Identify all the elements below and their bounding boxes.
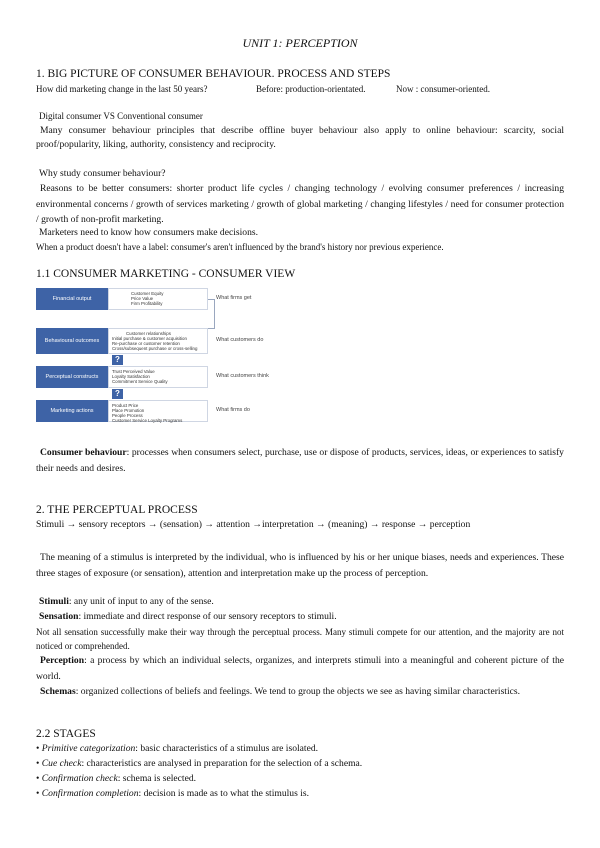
level-items: Trust Perceived Value Loyalty Satisfaction Commitment Service Quality bbox=[108, 366, 208, 388]
section-1-heading: 1. BIG PICTURE OF CONSUMER BEHAVIOUR. PROCESS AND STEPS bbox=[36, 68, 391, 80]
level-label: Marketing actions bbox=[36, 400, 108, 422]
level-note: What firms do bbox=[216, 407, 250, 413]
stimuli-definition: Stimuli: any unit of input to any of the sense. bbox=[39, 596, 214, 607]
sensation-definition: Sensation: immediate and direct response of our sensory receptors to stimuli. bbox=[39, 611, 337, 622]
section-2-heading: 2. THE PERCEPTUAL PROCESS bbox=[36, 504, 198, 516]
diagram-level-financial bbox=[36, 288, 282, 310]
level-note: What customers do bbox=[216, 337, 264, 343]
stage-item: • Primitive categorization: basic characteristics of a stimulus are isolated. bbox=[36, 743, 319, 754]
term: Sensation bbox=[39, 611, 79, 622]
level-label: Perceptual constructs bbox=[36, 366, 108, 388]
diagram-level-perceptual bbox=[36, 366, 282, 388]
question-mark-icon: ? bbox=[112, 355, 123, 365]
reasons-paragraph: Reasons to be better consumers: shorter product life cycles / changing technology / evolving consumer preferences / increasing environmental concerns / growth of services marketing / growth of global marketing / changing lifestyles / need for consumer protection / growth of non-profit marketing. bbox=[36, 183, 564, 225]
stage-item: • Cue check: characteristics are analysed in preparation for the selection of a schema. bbox=[36, 758, 363, 769]
term: Stimuli bbox=[39, 596, 69, 607]
level-items: Customer relationships Initial purchase & customer acquisition Re-purchase or customer retention Cross/subsequent purchase or cross-selling bbox=[108, 328, 208, 354]
question-mark-icon: ? bbox=[112, 389, 123, 399]
digital-vs-conventional: Digital consumer VS Conventional consumer bbox=[39, 111, 203, 121]
diagram-connector bbox=[208, 299, 215, 329]
level-note: What customers think bbox=[216, 373, 269, 379]
diagram-level-behavioural bbox=[36, 328, 282, 354]
level-items: Customer Equity Price Value Firm Profitability bbox=[108, 288, 208, 310]
term: Schemas bbox=[40, 686, 76, 697]
section-2-2-heading: 2.2 STAGES bbox=[36, 728, 96, 740]
stage-item: • Confirmation completion: decision is made as to what the stimulus is. bbox=[36, 788, 310, 799]
marketers-line: Marketers need to know how consumers make decisions. bbox=[39, 227, 259, 238]
marketing-change-question: How did marketing change in the last 50 years? bbox=[36, 84, 208, 94]
level-label: Financial output bbox=[36, 288, 108, 310]
consumer-behaviour-definition: Consumer behaviour: processes when consumers select, purchase, use or dispose of products, services, ideas, or experiences to satisfy their needs and desires. bbox=[36, 447, 564, 474]
level-items: Product Price Place Promotion People Process Customer Service Loyalty Programs bbox=[108, 400, 208, 422]
stimulus-meaning-paragraph: The meaning of a stimulus is interpreted by the individual, who is influenced by his or her unique biases, needs and experiences. These three stages of exposure (or sensation), attention and interpretation make up the process of perception. bbox=[36, 552, 564, 579]
before-text: Before: production-orientated. bbox=[256, 84, 366, 94]
schemas-definition: Schemas: organized collections of beliefs and feelings. We tend to group the objects we see as having similar characteristics. bbox=[40, 686, 521, 697]
level-label: Behavioural outcomes bbox=[36, 328, 108, 354]
section-1-1-heading: 1.1 CONSUMER MARKETING - CONSUMER VIEW bbox=[36, 268, 296, 280]
term: Perception bbox=[40, 655, 85, 666]
consumer-view-diagram bbox=[36, 288, 282, 432]
digital-body: Many consumer behaviour principles that describe offline buyer behaviour also apply to online behaviour: scarcity, social proof/popularity, liking, authority, consistency and reciprocity. bbox=[36, 125, 564, 150]
level-note: What firms get bbox=[216, 295, 252, 301]
not-all-sensation: Not all sensation successfully make their way through the perceptual process. Many stimuli compete for our attention, and the majority are not noticed or comprehended. bbox=[36, 627, 564, 651]
diagram-level-marketing bbox=[36, 400, 282, 422]
why-study-heading: Why study consumer behaviour? bbox=[39, 168, 166, 179]
perceptual-chain: Stimuli → sensory receptors → (sensation) → attention →interpretation → (meaning) → response → perception bbox=[36, 519, 471, 530]
stage-item: • Confirmation check: schema is selected. bbox=[36, 773, 197, 784]
now-text: Now : consumer-oriented. bbox=[396, 84, 491, 94]
perception-definition: Perception: a process by which an individual selects, organizes, and interprets stimuli into a meaningful and coherent picture of the world. bbox=[36, 655, 564, 682]
page-title: UNIT 1: PERCEPTION bbox=[242, 36, 358, 50]
label-note: When a product doesn't have a label: consumer's aren't influenced by the brand's history nor previous experience. bbox=[36, 242, 444, 252]
term: Consumer behaviour bbox=[40, 447, 127, 458]
